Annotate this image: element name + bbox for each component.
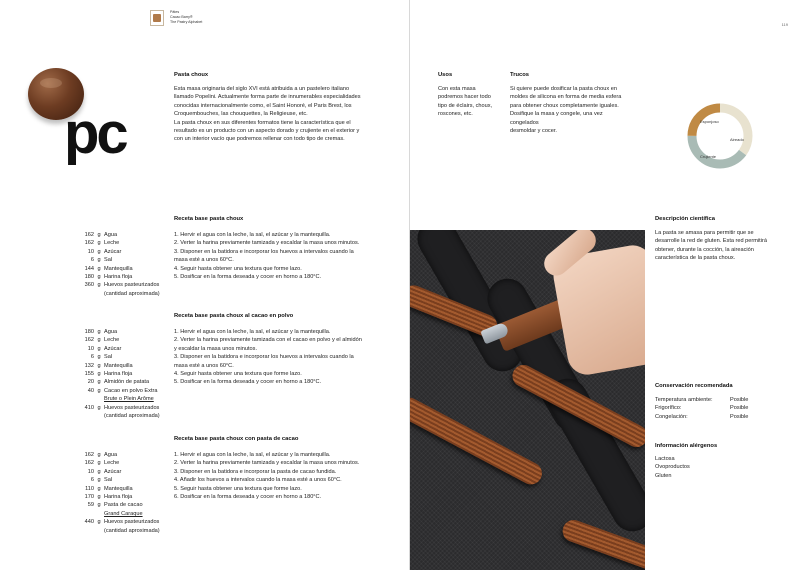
header-line: Cacao Barry® xyxy=(170,15,193,19)
ingredient-unit: g xyxy=(97,282,101,289)
usos-line: roscones, etc. xyxy=(438,111,473,118)
ingredient-unit: g xyxy=(97,337,101,344)
ingredient-unit: g xyxy=(97,345,101,352)
intro-text xyxy=(174,85,394,144)
ingredient-name xyxy=(104,281,172,298)
ingredient-qty: 6 xyxy=(90,477,94,484)
ingredient-qty: 132 xyxy=(84,362,94,369)
ingredient-row xyxy=(80,459,172,467)
descripcion-section xyxy=(655,216,790,263)
ingredient-name: Mantequilla xyxy=(104,485,133,492)
texture-donut-chart xyxy=(684,100,756,172)
trucos-line: Si quiere puede dosificar la pasta choux en xyxy=(510,86,617,92)
ingredient-name-line: (cantidad aproximada) xyxy=(104,527,160,534)
ingredient-qty: 6 xyxy=(90,354,94,361)
ingredient-qty: 162 xyxy=(84,452,94,458)
logo-mark xyxy=(153,14,161,22)
conservacion-value: Posible xyxy=(730,397,749,403)
ingredient-unit: g xyxy=(97,371,101,378)
ingredient-unit: g xyxy=(97,274,101,281)
ingredient-unit: g xyxy=(97,240,101,247)
step-line: 6. Dosificar en la forma deseada y cocer en horno a 180°C. xyxy=(174,494,322,501)
ingredient-unit: g xyxy=(97,460,101,467)
intro-line: Esta masa originaria del siglo XVI está atribuida a un pastelero italiano xyxy=(174,86,350,92)
usos-line: tipo de éclairs, choux, xyxy=(438,102,493,109)
step-line: 1. Hervir el agua con la leche, la sal, el azúcar y la mantequilla. xyxy=(174,232,331,238)
step-list xyxy=(174,231,388,281)
ingredient-unit: g xyxy=(97,485,101,492)
step-line: 2. Verter la harina previamente tamizada y escaldar la masa unos minutos. xyxy=(174,240,360,247)
ingredient-row xyxy=(80,231,172,239)
ingredient-name: Agua xyxy=(104,329,118,335)
ingredient-name: Azúcar xyxy=(104,468,122,475)
trucos-text xyxy=(510,85,622,135)
ingredient-unit: g xyxy=(97,232,101,238)
ingredient-name xyxy=(104,387,172,404)
usos-line: Con esta masa xyxy=(438,86,476,92)
header-line: The Pastry Alphabet xyxy=(170,20,203,24)
trucos-line: Dosifique la masa y congele, una vez congelados xyxy=(510,111,603,126)
ingredient-row xyxy=(80,493,172,501)
ingredient-unit: g xyxy=(97,362,101,369)
conservacion-row xyxy=(655,413,790,421)
book-header xyxy=(150,10,202,26)
descripcion-line: desarrolle la red de gluten. Esta red permitirá xyxy=(655,238,767,245)
ingredient-unit: g xyxy=(97,248,101,255)
intro-line: conocidas internacionalmente como, el Saint Honoré, el Paris Brest, los xyxy=(174,102,352,109)
ingredient-qty: 20 xyxy=(87,379,94,386)
ingredient-row xyxy=(80,451,172,459)
alergeno-item: Gluten xyxy=(655,472,672,479)
intro-line: llamado Popelini. Actualmente forma parte de innumerables especialidades xyxy=(174,94,361,101)
step-line: 1. Hervir el agua con la leche, la sal, el azúcar y la mantequilla. xyxy=(174,452,331,458)
intro-line: La pasta choux en sus diferentes formatos tiene la característica que el xyxy=(174,119,351,126)
trucos-title: Trucos xyxy=(510,72,530,78)
step-line: 3. Disponer en la batidora e incorporar los huevos a intervalos cuando la xyxy=(174,248,354,255)
ingredient-name xyxy=(104,501,172,518)
ingredient-name-line: Huevos pasteurizados xyxy=(104,519,160,526)
section-letters: pc xyxy=(64,101,126,166)
ingredient-qty: 170 xyxy=(84,494,94,501)
step-line: 1. Hervir el agua con la leche, la sal, el azúcar y la mantequilla. xyxy=(174,329,331,335)
ingredient-row xyxy=(80,370,172,378)
step-line: 2. Verter la harina previamente tamizada con el cacao en polvo y el almidón xyxy=(174,337,362,344)
intro-section xyxy=(174,72,394,144)
ingredient-qty: 155 xyxy=(84,371,94,378)
ingredient-unit: g xyxy=(97,494,101,501)
ingredient-qty: 360 xyxy=(84,282,94,289)
ingredient-list xyxy=(80,328,172,420)
ingredient-row xyxy=(80,281,172,298)
ingredient-name: Sal xyxy=(104,477,113,484)
descripcion-title: Descripción científica xyxy=(655,216,715,222)
step-line: 3. Disponer en la batidora e incorporar los huevos a intervalos cuando la xyxy=(174,354,354,361)
usos-line: podremos hacer todo xyxy=(438,94,491,101)
ingredient-name-line: Cacao en polvo Extra xyxy=(104,387,158,394)
header-line: Pâtes xyxy=(170,10,180,14)
ingredient-qty: 10 xyxy=(87,345,94,352)
alergeno-item: Ovoproductos xyxy=(655,464,690,471)
ingredient-qty: 144 xyxy=(84,265,94,272)
conservacion-table xyxy=(655,396,790,421)
ingredient-name: Azúcar xyxy=(104,248,122,255)
ingredient-row xyxy=(80,336,172,344)
alergeno-item: Lactosa xyxy=(655,456,675,462)
alergenos-list xyxy=(655,455,790,480)
ingredient-name: Sal xyxy=(104,257,113,264)
step-line: 4. Añadir los huevos a intervalos cuando la masa esté a unos 60°C. xyxy=(174,477,342,484)
ingredient-row xyxy=(80,387,172,404)
step-line: 4. Seguir hasta obtener una textura que forme lazo. xyxy=(174,371,302,378)
step-line: y escaldar la masa unos minutos. xyxy=(174,345,258,352)
ingredient-name: Mantequilla xyxy=(104,362,133,369)
conservacion-title: Conservación recomendada xyxy=(655,383,733,389)
ingredient-row xyxy=(80,404,172,421)
ingredient-name xyxy=(104,518,172,535)
step-line: 3. Disponer en la batidora e incorporar la pasta de cacao fundida. xyxy=(174,468,337,475)
ingredient-unit: g xyxy=(97,502,101,509)
ingredient-name-line: Grand Caraque xyxy=(104,510,143,517)
step-line: masa esté a unos 60°C. xyxy=(174,362,234,369)
recipe-title: Receta base pasta choux con pasta de cacao xyxy=(174,436,299,442)
recipe-title: Receta base pasta choux xyxy=(174,216,244,222)
ingredient-row xyxy=(80,485,172,493)
ingredient-name-line: Pasta de cacao xyxy=(104,502,143,509)
ingredient-name-line: Brute o Plein Arôme xyxy=(104,396,154,403)
step-line: 5. Seguir hasta obtener una textura que forme lazo. xyxy=(174,485,302,492)
ingredient-unit: g xyxy=(97,468,101,475)
trucos-line: moldes de silicona en forma de media esfera xyxy=(510,94,622,101)
descripcion-line: La pasta se amasa para permitir que se xyxy=(655,230,754,236)
intro-line: Croquembouches, las chouquettes, la Religieuse, etc. xyxy=(174,111,308,118)
ingredient-row xyxy=(80,273,172,281)
ingredient-row xyxy=(80,265,172,273)
right-page xyxy=(409,0,800,570)
ingredient-qty: 10 xyxy=(87,248,94,255)
step-line: masa esté a unos 60°C. xyxy=(174,257,234,264)
descripcion-line: característica de la pasta choux. xyxy=(655,255,736,262)
ingredient-name: Azúcar xyxy=(104,345,122,352)
conservacion-key: Congelación: xyxy=(655,413,688,420)
ingredient-name-line: Huevos pasteurizados xyxy=(104,282,160,289)
ingredient-name: Harina floja xyxy=(104,371,133,378)
ingredient-row xyxy=(80,468,172,476)
ingredient-qty: 440 xyxy=(84,519,94,526)
trucos-line: desmoldar y cocer. xyxy=(510,128,557,135)
ingredient-qty: 180 xyxy=(84,274,94,281)
step-line: 5. Dosificar en la forma deseada y cocer en horno a 180°C. xyxy=(174,274,322,281)
descripcion-text xyxy=(655,229,790,263)
ingredient-unit: g xyxy=(97,354,101,361)
ingredient-name xyxy=(104,404,172,421)
ingredient-unit: g xyxy=(97,452,101,458)
ingredient-name: Sal xyxy=(104,354,113,361)
ingredient-qty: 162 xyxy=(84,460,94,467)
ingredient-row xyxy=(80,239,172,247)
ingredient-name: Leche xyxy=(104,460,120,467)
ingredient-row xyxy=(80,362,172,370)
ingredient-name: Agua xyxy=(104,232,118,238)
conservacion-value: Posible xyxy=(730,405,749,412)
ingredient-unit: g xyxy=(97,329,101,335)
usos-text xyxy=(438,85,504,119)
ingredient-qty: 59 xyxy=(87,502,94,509)
ingredient-unit: g xyxy=(97,404,101,411)
ingredient-qty: 6 xyxy=(90,257,94,264)
ingredient-unit: g xyxy=(97,387,101,394)
piping-photo xyxy=(410,230,645,570)
usos-title: Usos xyxy=(438,72,453,78)
conservacion-key: Frigorífico: xyxy=(655,405,682,412)
donut-label-crujiente: Crujiente xyxy=(700,154,717,159)
ingredient-row xyxy=(80,353,172,361)
intro-line: resultado es un producto con un aspecto dorado y crujiente en el exterior y xyxy=(174,128,360,135)
conservacion-row xyxy=(655,404,790,412)
ingredient-unit: g xyxy=(97,379,101,386)
ingredient-name-line: Huevos pasteurizados xyxy=(104,404,160,411)
conservacion-row xyxy=(655,396,790,404)
page-number: 119 xyxy=(781,22,788,27)
ingredient-name-line: (cantidad aproximada) xyxy=(104,413,160,420)
ingredient-row xyxy=(80,345,172,353)
ingredient-unit: g xyxy=(97,519,101,526)
conservacion-section xyxy=(655,383,790,421)
ingredient-list xyxy=(80,231,172,298)
ingredient-qty: 10 xyxy=(87,468,94,475)
donut-label-aireado: Aireado xyxy=(730,137,744,142)
ingredient-name: Harina floja xyxy=(104,274,133,281)
usos-section xyxy=(438,72,504,119)
step-list xyxy=(174,451,388,501)
ingredient-name: Mantequilla xyxy=(104,265,133,272)
ingredient-name: Agua xyxy=(104,452,118,458)
ingredient-name: Almidón de patata xyxy=(104,379,150,386)
step-line: 2. Verter la harina previamente tamizada y escaldar la masa unos minutos. xyxy=(174,460,360,467)
header-text xyxy=(170,10,202,26)
ingredient-list xyxy=(80,451,172,535)
intro-line: con un interior vacío que podremos rellenar con todo tipo de cremas. xyxy=(174,136,345,143)
trucos-section xyxy=(510,72,622,135)
ingredient-name: Leche xyxy=(104,337,120,344)
ingredient-qty: 40 xyxy=(87,387,94,394)
ingredient-row xyxy=(80,248,172,256)
step-line: 5. Dosificar en la forma deseada y cocer en horno a 180°C. xyxy=(174,379,322,386)
trucos-line: para obtener choux completamente iguales. xyxy=(510,102,619,109)
conservacion-key: Temperatura ambiente: xyxy=(655,397,713,403)
step-list xyxy=(174,328,388,387)
ingredient-qty: 180 xyxy=(84,329,94,335)
conservacion-value: Posible xyxy=(730,413,749,420)
recipe-title: Receta base pasta choux al cacao en polvo xyxy=(174,313,294,319)
ingredient-unit: g xyxy=(97,477,101,484)
ingredient-name: Harina floja xyxy=(104,494,133,501)
ingredient-unit: g xyxy=(97,257,101,264)
ingredient-row xyxy=(80,328,172,336)
ingredient-row xyxy=(80,501,172,518)
ingredient-qty: 162 xyxy=(84,337,94,344)
alergenos-title: Información alérgenos xyxy=(655,443,718,449)
ingredient-name-line: (cantidad aproximada) xyxy=(104,290,160,297)
donut-label-esponjoso: Esponjoso xyxy=(700,119,719,124)
ingredient-row xyxy=(80,518,172,535)
ingredient-qty: 410 xyxy=(84,404,94,411)
intro-title: Pasta choux xyxy=(174,72,209,78)
ingredient-qty: 110 xyxy=(85,485,94,492)
ingredient-row xyxy=(80,476,172,484)
ingredient-qty: 162 xyxy=(84,232,94,238)
alergenos-section xyxy=(655,443,790,480)
step-line: 4. Seguir hasta obtener una textura que forme lazo. xyxy=(174,265,302,272)
ingredient-name: Leche xyxy=(104,240,120,247)
ingredient-unit: g xyxy=(97,265,101,272)
ingredient-qty: 162 xyxy=(84,240,94,247)
ingredient-row xyxy=(80,256,172,264)
descripcion-line: obtener, durante la cocción, la aireación xyxy=(655,246,754,253)
ingredient-row xyxy=(80,378,172,386)
brand-logo xyxy=(150,10,164,26)
